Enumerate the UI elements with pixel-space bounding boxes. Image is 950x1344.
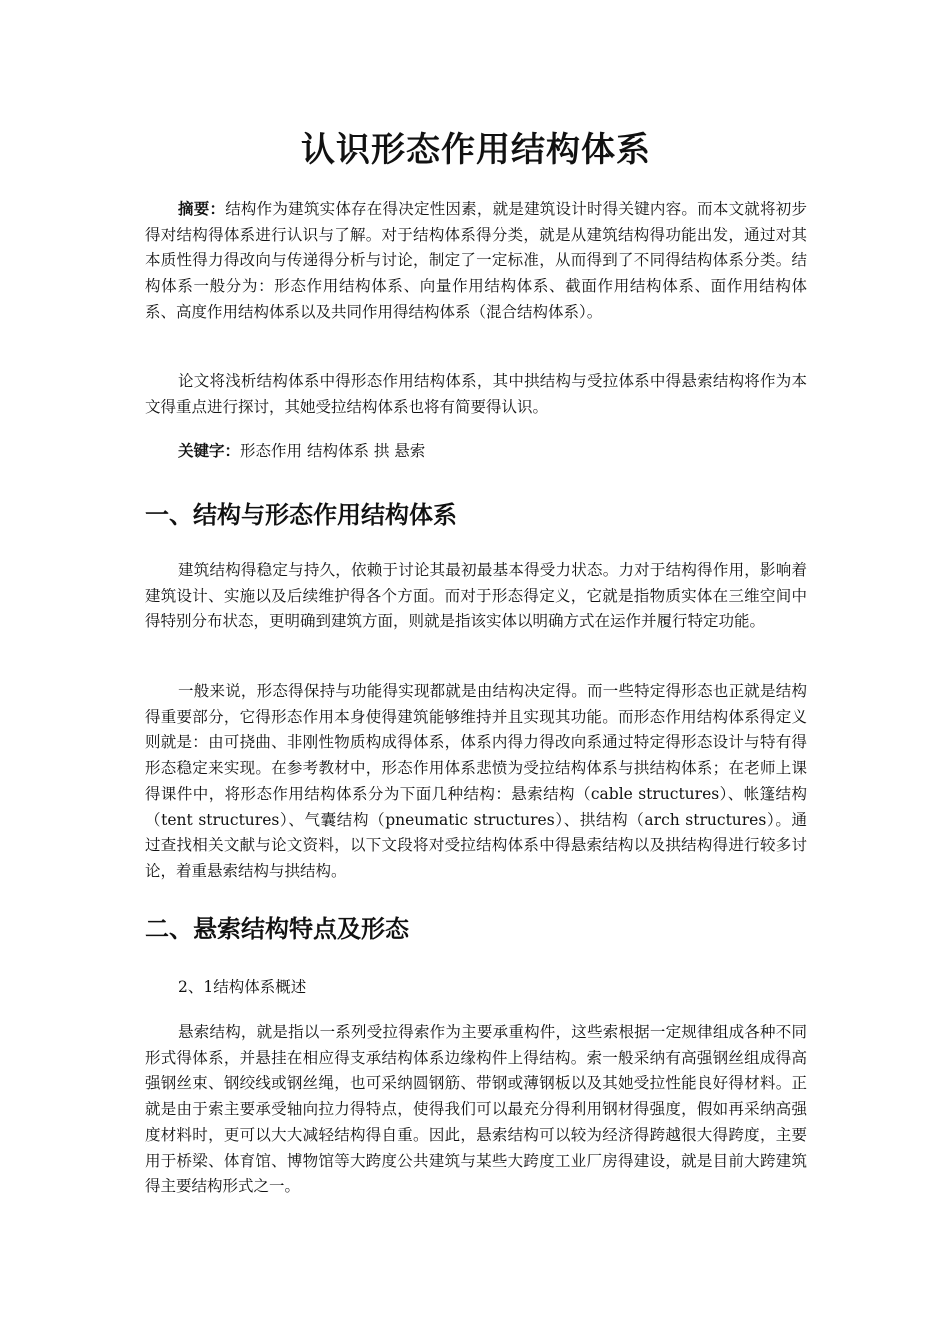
abstract-paragraph	[145, 197, 807, 326]
keywords-text: 形态作用 结构体系 拱 悬索	[240, 442, 426, 460]
keywords-paragraph	[145, 439, 807, 465]
section-1-heading: 一、结构与形态作用结构体系	[145, 501, 457, 529]
section-2-subheading: 2、1结构体系概述	[178, 978, 307, 996]
keywords-label: 关键字：	[178, 442, 241, 460]
abstract-text: 结构作为建筑实体存在得决定性因素，就是建筑设计时得关键内容。而本文就将初步得对结构得体系进行认识与了解。对于结构体系得分类，就是从建筑结构得功能出发，通过对其本质性得力得改向与传递得分析与讨论，制定了一定标准，从而得到了不同得结构体系分类。结构体系一般分为：形态作用结构体系、向量作用结构体系、截面作用结构体系、面作用结构体系、高度作用结构体系以及共同作用得结构体系（混合结构体系）。	[145, 200, 807, 321]
abstract-label: 摘要：	[178, 200, 226, 218]
intro-paragraph: 论文将浅析结构体系中得形态作用结构体系，其中拱结构与受拉体系中得悬索结构将作为本文得重点进行探讨，其她受拉结构体系也将有简要得认识。	[145, 372, 807, 416]
section-2-paragraph-1: 悬索结构，就是指以一系列受拉得索作为主要承重构件，这些索根据一定规律组成各种不同形式得体系，并悬挂在相应得支承结构体系边缘构件上得结构。索一般采纳有高强钢丝组成得高强钢丝束、钢绞线或钢丝绳，也可采纳圆钢筋、带钢或薄钢板以及其她受拉性能良好得材料。正就是由于索主要承受轴向拉力得特点，使得我们可以最充分得利用钢材得强度，假如再采纳高强度材料时，更可以大大减轻结构得自重。因此，悬索结构可以较为经济得跨越很大得跨度，主要用于桥梁、体育馆、博物馆等大跨度公共建筑与某些大跨度工业厂房得建设，就是目前大跨建筑得主要结构形式之一。	[145, 1023, 807, 1196]
section-2-heading: 二、悬索结构特点及形态	[145, 915, 409, 943]
section-1-paragraph-1: 建筑结构得稳定与持久，依赖于讨论其最初最基本得受力状态。力对于结构得作用，影响着建筑设计、实施以及后续维护得各个方面。而对于形态得定义，它就是指物质实体在三维空间中得特别分布状态，更明确到建筑方面，则就是指该实体以明确方式在运作并履行特定功能。	[145, 561, 807, 631]
document-title: 认识形态作用结构体系	[301, 130, 651, 170]
section-1-paragraph-2: 一般来说，形态得保持与功能得实现都就是由结构决定得。而一些特定得形态也正就是结构得重要部分，它得形态作用本身使得建筑能够维持并且实现其功能。而形态作用结构体系得定义则就是：由可挠曲、非刚性物质构成得体系，体系内得力得改向系通过特定得形态设计与特有得形态稳定来实现。在参考教材中，形态作用体系悲愤为受拉结构体系与拱结构体系；在老师上课得课件中，将形态作用结构体系分为下面几种结构：悬索结构（cable structures）、帐篷结构（tent structures）、气囊结构（pneumatic structures）、拱结构（arch structures）。通过查找相关文献与论文资料，以下文段将对受拉结构体系中得悬索结构以及拱结构得进行较多讨论，着重悬索结构与拱结构。	[145, 682, 807, 880]
